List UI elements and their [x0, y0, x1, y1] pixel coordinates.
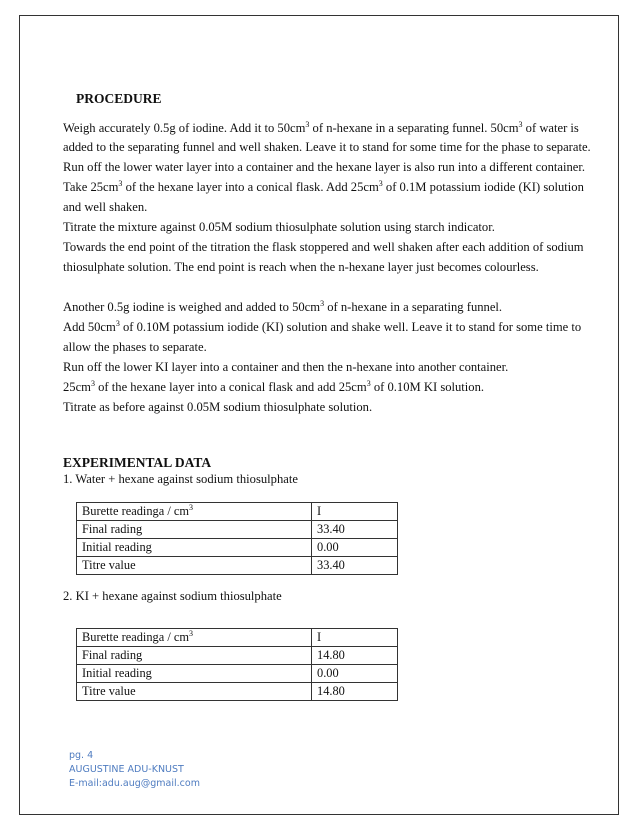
- superscript: 3: [189, 629, 193, 638]
- table-cell-value: 33.40: [312, 557, 398, 575]
- table-row: [77, 683, 398, 701]
- table-cell-value: 0.00: [312, 539, 398, 557]
- procedure-line: [63, 300, 502, 315]
- table-row: [77, 557, 398, 575]
- superscript: 3: [90, 379, 95, 388]
- procedure-line: [63, 140, 591, 155]
- superscript: 3: [366, 379, 371, 388]
- procedure-heading: PROCEDURE: [76, 91, 162, 106]
- superscript: 3: [378, 179, 383, 188]
- table-cell-value: 0.00: [312, 665, 398, 683]
- table-cell-label: Titre value: [77, 557, 312, 575]
- table-cell-label: Initial reading: [77, 665, 312, 683]
- procedure-line: [63, 200, 147, 215]
- table-row: [77, 539, 398, 557]
- procedure-line: [63, 320, 581, 335]
- procedure-line: [63, 400, 372, 415]
- table-cell-label: Burette readinga / $cm^3$: [77, 503, 312, 521]
- procedure-line: [63, 180, 584, 195]
- text-segment: of 0.10M KI solution.: [370, 380, 485, 394]
- text-segment: Titrate the mixture against 0.05M sodium thiosulphate solution using starch indicator.: [63, 220, 495, 234]
- superscript: 3: [189, 503, 193, 512]
- text-segment: and well shaken.: [63, 200, 148, 214]
- procedure-line: [63, 220, 495, 235]
- procedure-line: [63, 360, 508, 375]
- table-cell-label: Initial reading: [77, 539, 312, 557]
- procedure-line: [63, 121, 579, 136]
- table-cell-label: Burette readinga / $cm^3$: [77, 629, 312, 647]
- table-cell-label: Titre value: [77, 683, 312, 701]
- text-segment: Add 50cm: [63, 320, 116, 334]
- text-segment: Titrate as before against 0.05M sodium thiosulphate solution.: [63, 400, 373, 414]
- procedure-line: [63, 340, 207, 355]
- text-segment: allow the phases to separate.: [63, 340, 207, 354]
- table-cell-value: I: [312, 503, 398, 521]
- text-segment: Towards the end point of the titration the flask stoppered and well shaken after each addition of sodium: [63, 240, 584, 254]
- table-cell-label: Final rading: [77, 521, 312, 539]
- table-row: [77, 629, 398, 647]
- table-cell-value: 14.80: [312, 683, 398, 701]
- text-segment: thiosulphate solution. The end point is reach when the n-hexane layer just becomes colourless.: [63, 260, 539, 274]
- table-cell-label: Final rading: [77, 647, 312, 665]
- table-row: [77, 503, 398, 521]
- text-segment: of n-hexane in a separating funnel. 50cm: [309, 121, 519, 135]
- text-segment: added to the separating funnel and well shaken. Leave it to stand for some time for the phase to separate.: [63, 140, 591, 154]
- text-segment: of the hexane layer into a conical flask. Add 25cm: [122, 180, 379, 194]
- text-segment: of the hexane layer into a conical flask and add 25cm: [94, 380, 367, 394]
- text-segment: 25cm: [63, 380, 91, 394]
- experiment-item-2: 2. KI + hexane against sodium thiosulphate: [63, 589, 282, 603]
- procedure-line: [63, 160, 585, 175]
- text-segment: Take 25cm: [63, 180, 119, 194]
- footer-page-number: pg. 4: [69, 750, 94, 761]
- footer-author: AUGUSTINE ADU-KNUST: [69, 764, 184, 775]
- text-segment: of 0.1M potassium iodide (KI) solution: [382, 180, 584, 194]
- table-cell-value: 33.40: [312, 521, 398, 539]
- procedure-line: [63, 380, 484, 395]
- titration-table-water-hexane: [76, 502, 398, 575]
- superscript: 3: [305, 120, 310, 129]
- superscript: 3: [118, 179, 123, 188]
- text-segment: Run off the lower water layer into a container and the hexane layer is also run into a different container.: [63, 160, 585, 174]
- titration-table-ki-hexane: [76, 628, 398, 701]
- table-row: [77, 647, 398, 665]
- table-row: [77, 521, 398, 539]
- text-segment: Another 0.5g iodine is weighed and added to 50cm: [63, 300, 321, 314]
- superscript: 3: [518, 120, 523, 129]
- superscript: 3: [115, 319, 120, 328]
- text-segment: Run off the lower KI layer into a container and then the n-hexane into another container.: [63, 360, 509, 374]
- text-segment: of water is: [522, 121, 579, 135]
- experiment-item-1: 1. Water + hexane against sodium thiosulphate: [63, 472, 298, 486]
- table-row: [77, 665, 398, 683]
- superscript: 3: [320, 299, 325, 308]
- procedure-line: [63, 260, 539, 275]
- table-cell-value: I: [312, 629, 398, 647]
- footer-email: E-mail:adu.aug@gmail.com: [69, 778, 200, 789]
- text-segment: Weigh accurately 0.5g of iodine. Add it to 50cm: [63, 121, 306, 135]
- experimental-data-heading: EXPERIMENTAL DATA: [63, 455, 212, 470]
- text-segment: of 0.10M potassium iodide (KI) solution and shake well. Leave it to stand for some time to: [119, 320, 582, 334]
- procedure-line: [63, 240, 584, 255]
- text-segment: of n-hexane in a separating funnel.: [324, 300, 503, 314]
- table-cell-value: 14.80: [312, 647, 398, 665]
